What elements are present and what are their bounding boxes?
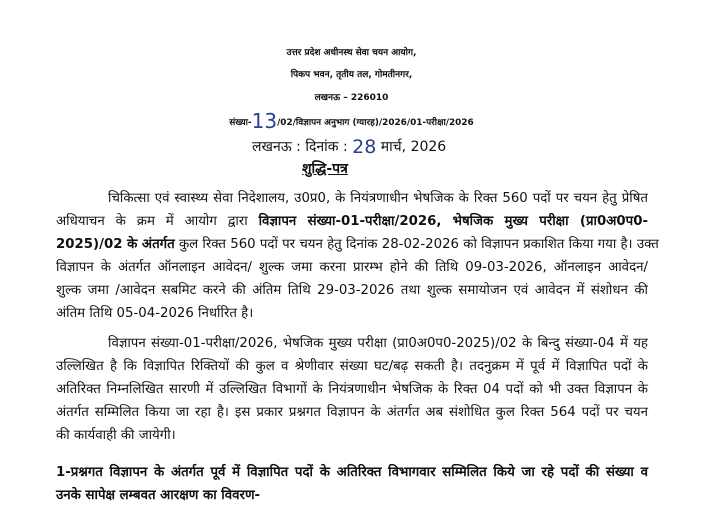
para1-line3: 2025)/02 के अंतर्गत कुल रिक्त 560 पदों पर चयन हेतु दिनांक 28-02-2026 को विज्ञापन प्रकाशित किया गया है। उक्त (56, 237, 659, 252)
reference-suffix: /02/विज्ञापन अनुभाग (ग्यारह)/2026/01-परीक्षा/2026 (277, 118, 474, 128)
reference-number (0, 109, 703, 133)
para1-line4: विज्ञापन के अंतर्गत ऑनलाइन आवेदन/ शुल्क जमा करना प्रारम्भ होने की तिथि 09-03-2026, ऑनलाइन आवेदन/ (56, 260, 648, 275)
date-prefix: लखनऊ : दिनांक : (252, 139, 348, 155)
reference-prefix: संख्या- (229, 118, 252, 128)
section1-heading-line1: 1-प्रश्नगत विज्ञापन के अंतर्गत पूर्व में विज्ञापित पदों के अतिरिक्त विभागवार सम्मिलित किये जा रहे पदों की संख्या व (56, 465, 648, 480)
date-line (252, 138, 446, 156)
para2-line5: की कार्यवाही की जायेगी। (56, 428, 176, 443)
org-city: लखनऊ – 226010 (314, 93, 389, 103)
para1-line5: शुल्क जमा /आवेदन सबमिट करने की अंतिम तिथि 29-03-2026 तथा शुल्क समायोजन एवं आवेदन में संशोधन की (56, 283, 648, 298)
handwritten-number: 13 (251, 109, 278, 133)
para2-line2: उल्लिखित है कि विज्ञापित रिक्तियों की कुल व श्रेणीवार संख्या घट/बढ़ सकती है। तदनुक्रम में पूर्व में विज्ञापित पदों के (56, 359, 648, 374)
para1-line2: अधियाचन के क्रम में आयोग द्वारा विज्ञापन संख्या-01-परीक्षा/2026, भेषजिक मुख्य परीक्षा (प्रा0अ0प0- (56, 214, 648, 229)
para1-line6: अंतिम तिथि 05-04-2026 निर्धारित है। (56, 306, 254, 321)
section1-heading-line2: उनके सापेक्ष लम्बवत आरक्षण का विवरण- (56, 488, 261, 503)
org-name: उत्तर प्रदेश अधीनस्थ सेवा चयन आयोग, (286, 48, 417, 58)
para1-line1: चिकित्सा एवं स्वास्थ्य सेवा निदेशालय, उ0प्र0, के नियंत्रणाधीन भेषजिक के रिक्त 560 पदों पर चयन हेतु प्रेषित (108, 191, 648, 206)
handwritten-day: 28 (352, 136, 377, 158)
date-suffix: मार्च, 2026 (380, 139, 447, 155)
para2-line3: अतिरिक्त निम्नलिखित सारणी में उल्लिखित विभागों के नियंत्रणाधीन भेषजिक के रिक्त 04 पदों को भी उक्त विज्ञापन के (56, 382, 648, 397)
para2-line1: विज्ञापन संख्या-01-परीक्षा/2026, भेषजिक मुख्य परीक्षा (प्रा0अ0प0-2025)/02 के बिन्दु संख्या-04 में यह (108, 336, 648, 351)
org-address: पिकप भवन, तृतीय तल, गोमतीनगर, (290, 70, 413, 80)
document-title: शुद्धि-पत्र (302, 161, 348, 177)
para2-line4: अंतर्गत सम्मिलित किया जा रहा है। इस प्रकार प्रश्नगत विज्ञापन के अंतर्गत अब संशोधित कुल रिक्त 564 पदों पर चयन (56, 405, 648, 420)
